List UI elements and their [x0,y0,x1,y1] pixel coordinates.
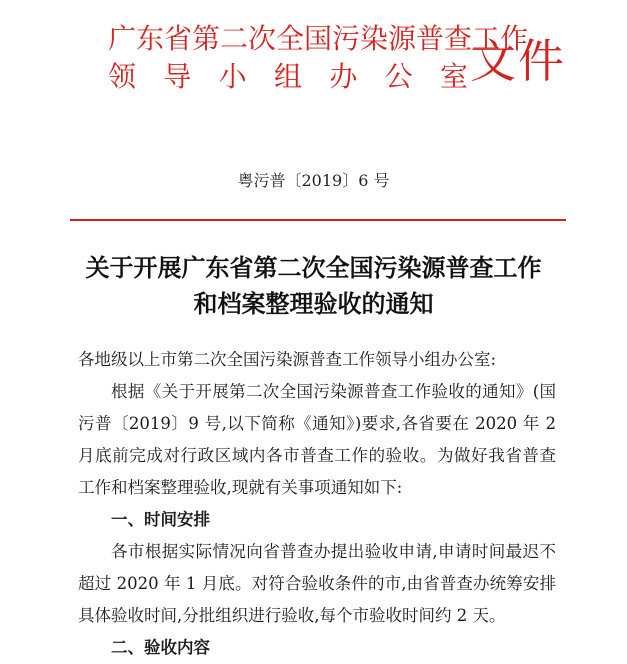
salutation: 各地级以上市第二次全国污染源普查工作领导小组办公室: [78,350,497,369]
intro-paragraph: 根据《关于开展第二次全国污染源普查工作验收的通知》(国污普〔2019〕9 号,以下简称《通知》)要求,各省要在 2020 年 2 月底前完成对行政区域内各市普查工作的验收。为做好我省普查工作和档案整理验收,现就有关事项通知如下: [78,382,556,497]
org-line2-char: 小 [218,60,247,93]
issuing-org-line1: 广东省第二次全国污染源普查工作 [108,22,529,55]
org-line2-char: 导 [163,60,192,93]
notice-title [0,250,627,322]
org-line2-char: 领 [108,60,137,93]
section-heading-time: 一、时间安排 [111,510,210,529]
org-line2-char: 办 [329,60,358,93]
org-line2-char: 室 [439,60,468,93]
notice-body [78,344,556,664]
section-heading-content: 二、验收内容 [111,638,210,657]
org-line2-char: 组 [273,60,302,93]
org-line2-char: 公 [384,60,413,93]
red-divider-line [70,219,566,221]
issuing-org-line2 [108,60,468,94]
notice-title-line1: 关于开展广东省第二次全国污染源普查工作 [85,253,542,282]
section-time-paragraph: 各市根据实际情况向省普查办提出验收申请,申请时间最迟不超过 2020 年 1 月底。对符合验收条件的市,由省普查办统筹安排具体验收时间,分批组织进行验收,每个市验收时间约 2 天。 [78,542,556,625]
document-header [0,0,627,100]
document-type-label: 文件 [470,34,566,88]
document-number: 粤污普〔2019〕6 号 [237,171,390,190]
notice-title-line2: 和档案整理验收的通知 [193,289,434,318]
